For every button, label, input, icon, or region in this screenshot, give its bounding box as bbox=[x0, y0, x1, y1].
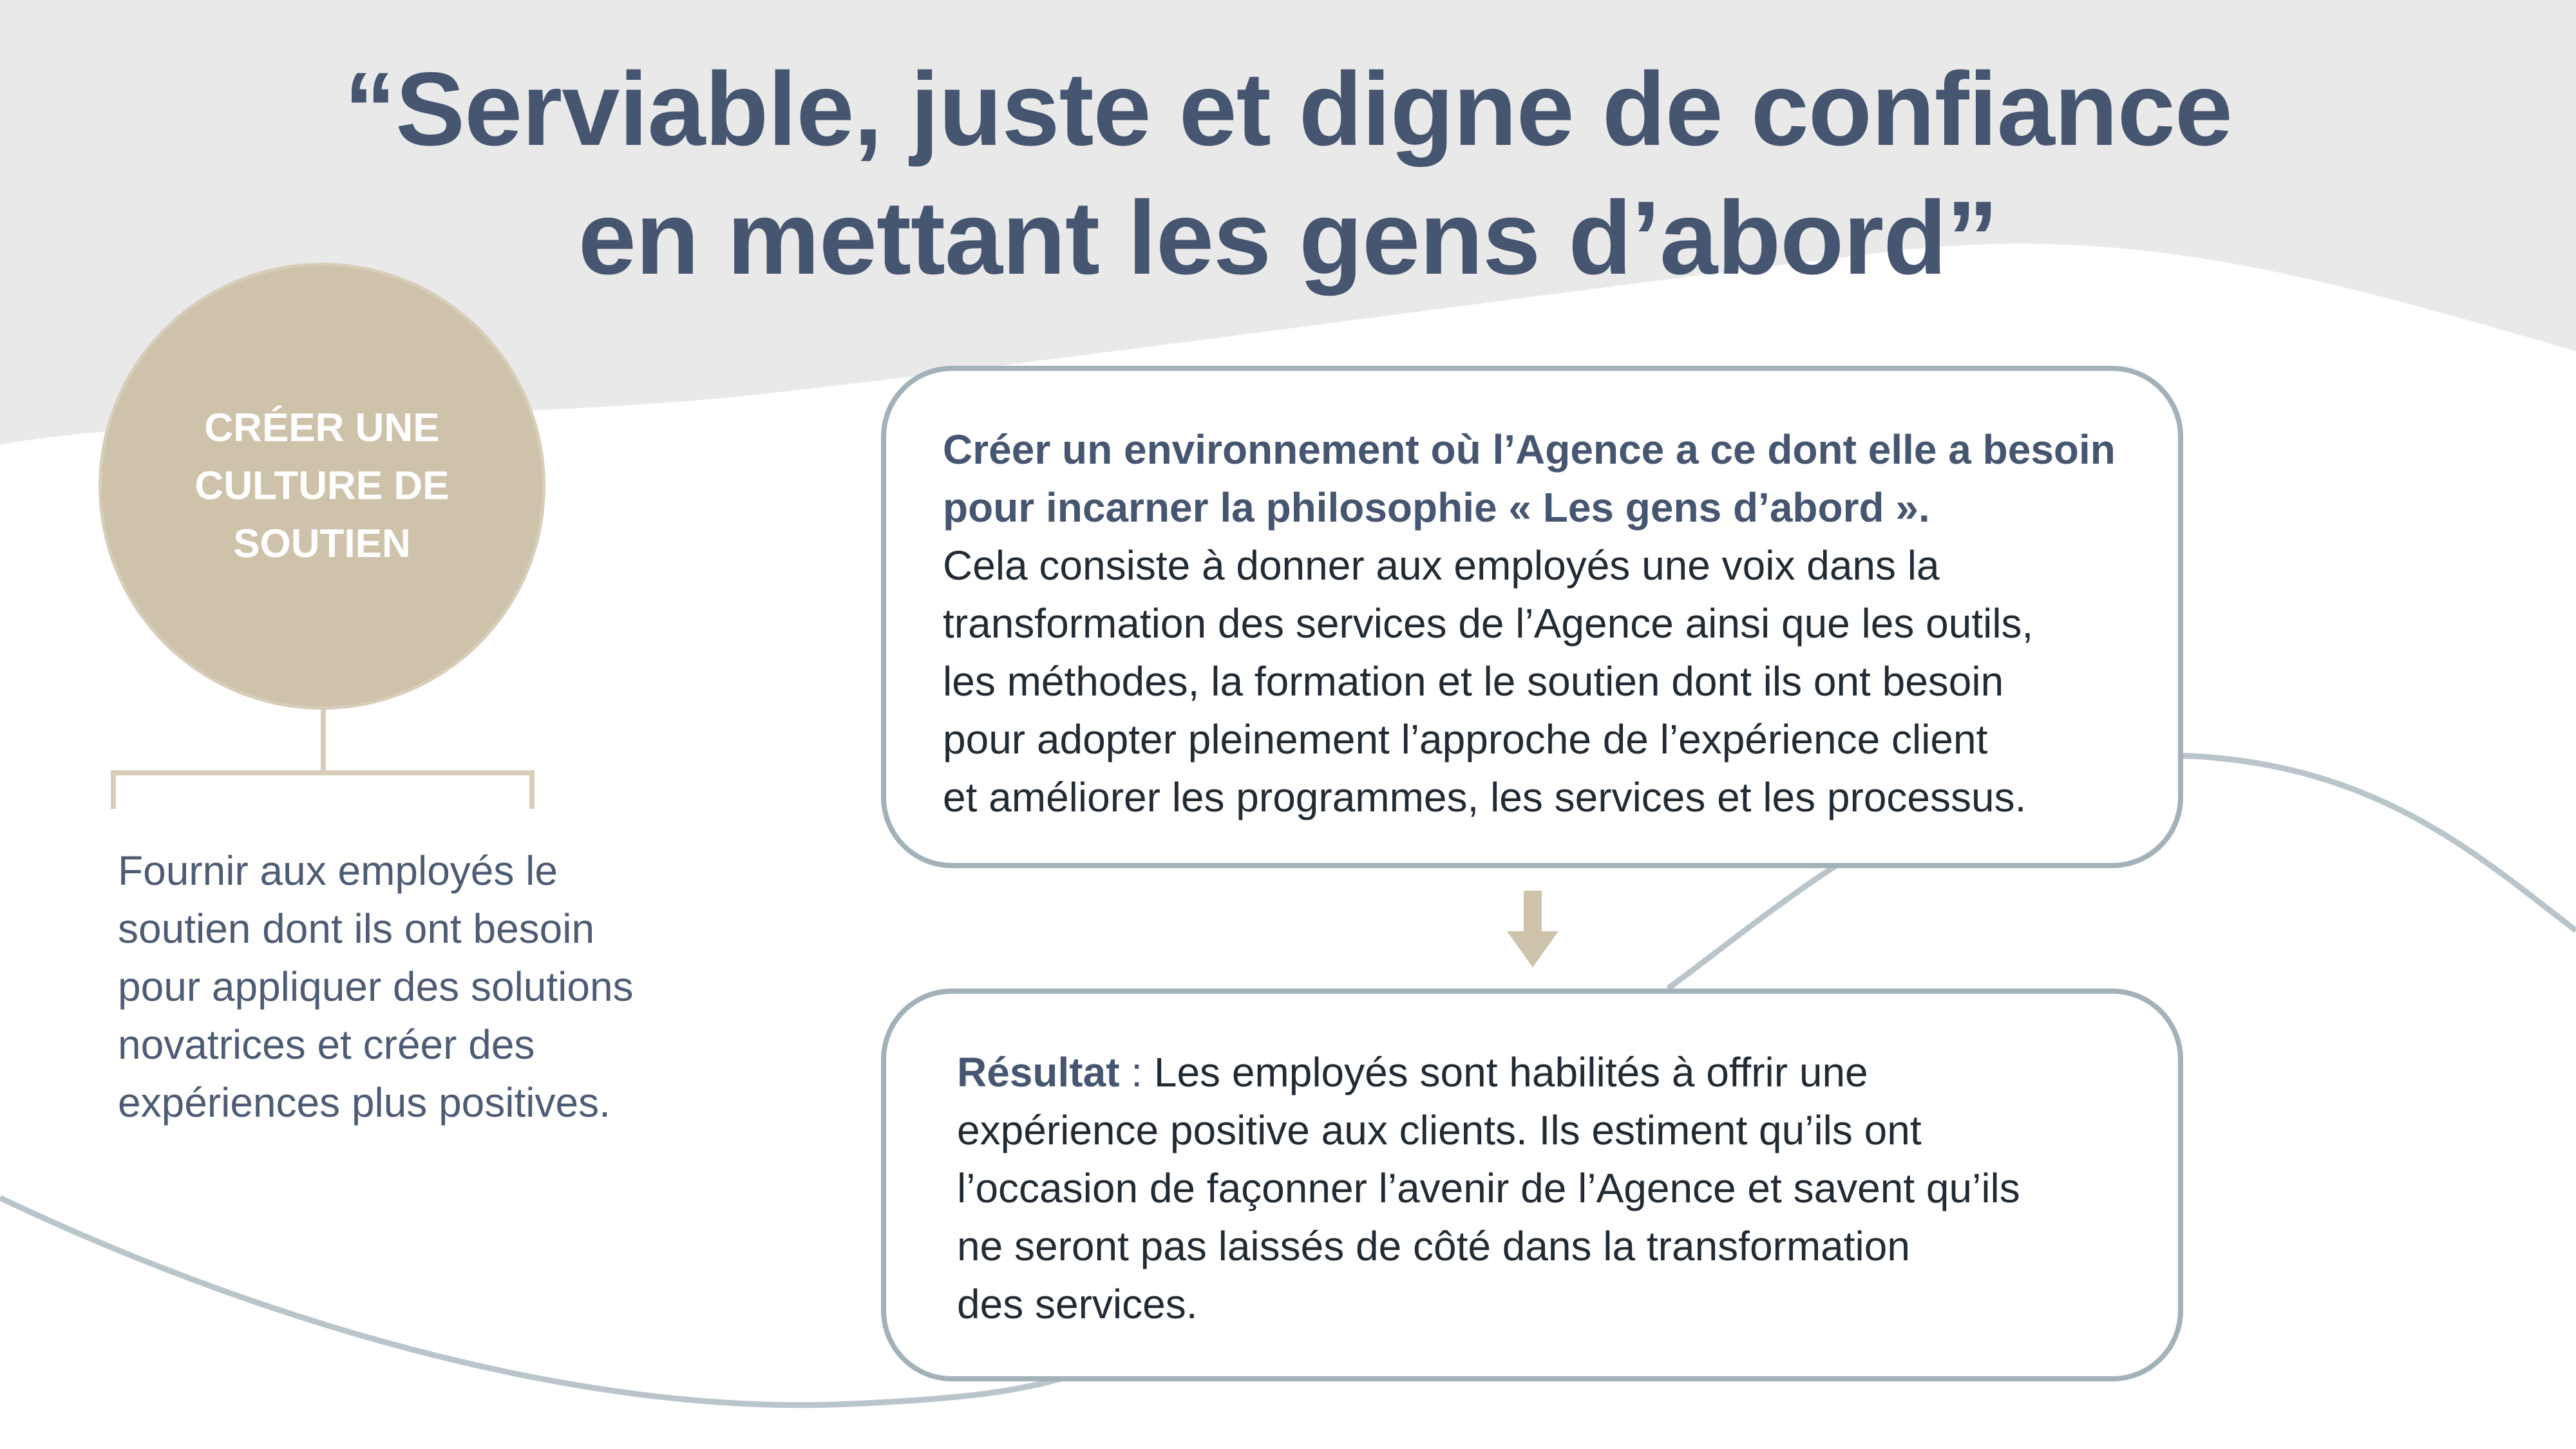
left-description bbox=[118, 842, 762, 1132]
result-box bbox=[881, 989, 2183, 1381]
left-description-line: novatrices et créer des bbox=[118, 1021, 535, 1068]
circle-label-line-1: CRÉER UNE bbox=[204, 406, 440, 450]
environment-heading-line: pour incarner la philosophie « Les gens d’abord ». bbox=[943, 484, 1930, 531]
bracket-right-tick bbox=[529, 770, 535, 809]
circle-label bbox=[187, 399, 457, 573]
title-line-1: “Serviable, juste et digne de confiance bbox=[344, 51, 2232, 167]
left-description-line: soutien dont ils ont besoin bbox=[118, 905, 595, 952]
environment-body-line: les méthodes, la formation et le soutien dont ils ont besoin bbox=[943, 658, 2004, 705]
result-line: l’occasion de façonner l’avenir de l’Agence et savent qu’ils bbox=[957, 1165, 2020, 1211]
environment-heading-line: Créer un environnement où l’Agence a ce dont elle a besoin bbox=[943, 426, 2116, 473]
bracket-bar bbox=[111, 770, 535, 775]
bracket-left-tick bbox=[111, 770, 116, 809]
environment-body-line: pour adopter pleinement l’approche de l’expérience client bbox=[943, 716, 1988, 762]
result-separator: : bbox=[1119, 1049, 1154, 1095]
left-description-line: pour appliquer des solutions bbox=[118, 963, 634, 1010]
result-line-1 bbox=[957, 1043, 2020, 1101]
down-arrow-icon bbox=[1507, 931, 1558, 967]
culture-circle bbox=[99, 263, 545, 710]
down-arrow-shaft bbox=[1524, 891, 1542, 933]
environment-text bbox=[943, 421, 2116, 826]
left-description-line: Fournir aux employés le bbox=[118, 848, 558, 894]
slide-title bbox=[193, 45, 2383, 303]
environment-body-line: transformation des services de l’Agence ainsi que les outils, bbox=[943, 600, 2034, 647]
circle-label-line-2: CULTURE DE bbox=[194, 464, 450, 508]
circle-label-line-3: SOUTIEN bbox=[233, 522, 411, 566]
result-line: expérience positive aux clients. Ils estiment qu’ils ont bbox=[957, 1107, 1922, 1153]
result-line: ne seront pas laissés de côté dans la transformation bbox=[957, 1223, 1910, 1269]
environment-box bbox=[881, 366, 2183, 868]
result-text bbox=[957, 1043, 2020, 1333]
left-description-line: expériences plus positives. bbox=[118, 1079, 611, 1126]
title-line-2: en mettant les gens d’abord” bbox=[578, 180, 1998, 296]
environment-body-line: Cela consiste à donner aux employés une voix dans la bbox=[943, 542, 1940, 589]
result-line-text: Les employés sont habilités à offrir une bbox=[1153, 1049, 1868, 1095]
result-label: Résultat bbox=[957, 1049, 1120, 1095]
environment-body-line: et améliorer les programmes, les services et les processus. bbox=[943, 774, 2027, 820]
bracket-stem bbox=[321, 708, 326, 773]
result-line: des services. bbox=[957, 1281, 1198, 1327]
